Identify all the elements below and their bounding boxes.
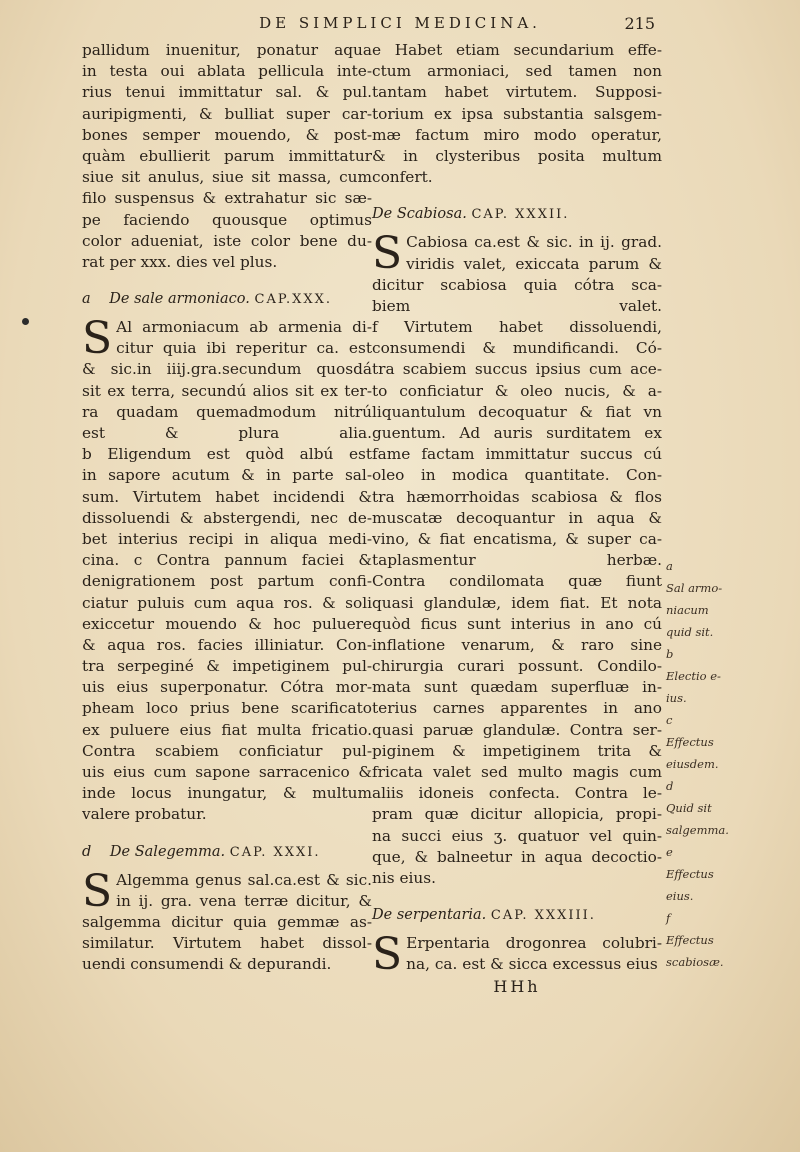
marginal-note: Effectus [666,735,714,749]
text-line: torium ex ipsa substantia salsgem- [372,104,662,123]
text-line: chirurgia curari possunt. Condilo- [372,657,662,676]
text-line: denigrationem post partum confi- [82,572,372,591]
text-line: viridis valet, exiccata parum & [406,254,662,273]
text-line: tra scabiem succus ipsius cum ace- [372,360,662,379]
text-line: citur quia ibi reperitur ca. est [116,339,372,358]
text-line: & in clysteribus posita multum [372,146,662,165]
drop-capital: S [372,929,403,981]
text-line: siue sit anulus, siue sit massa, cum [82,168,372,187]
marginal-note: salgemma. [666,823,729,837]
text-line: mata sunt quædam superfluæ in- [372,678,662,697]
text-line: piginem & impetiginem trita & [372,741,662,760]
text-line: similatur. Virtutem habet dissol- [82,934,372,953]
marginal-note: Sal armo- [666,581,723,595]
text-line: auripigmenti, & bulliat super car- [82,104,372,123]
text-line: nis eius. [372,868,436,887]
left-text-block-c [82,865,372,976]
text-line: tra serpeginé & impetiginem pul- [82,657,372,676]
ink-spot [22,318,29,325]
text-line: pheam loco prius bene scarificato [82,699,372,718]
text-line: vino, & fiat encatisma, & super ca- [372,529,662,548]
text-line: pe faciendo quousque optimus [82,210,372,229]
text-line: bet interius recipi in aliqua medi- [82,529,372,548]
marginal-note: d [666,779,674,793]
text-line: inde locus inungatur, & multum [82,784,372,803]
text-line: Contra condilomata quæ fiunt [372,572,662,591]
marginal-note: eius. [666,889,694,903]
drop-capital: S [82,865,113,917]
chapter-note-letter: a [82,291,91,308]
marginal-note: c [666,713,673,727]
text-line: in sapore acutum & in parte sal- [82,466,372,485]
text-line: guentum. Ad auris surditatem ex [372,424,662,442]
marginal-note: f [666,911,671,925]
right-text-block-c [372,929,662,981]
chapter-title: De sale armoniaco. [109,291,250,308]
text-line: fame factam immittatur succus cú [372,445,662,464]
text-line: uis eius cum sapone sarracenico & [82,763,372,781]
text-line: & aqua ros. facies illiniatur. Con- [82,635,372,654]
text-line: terius carnes apparentes in ano [372,699,662,718]
text-line: ciatur puluis cum aqua ros. & soli [82,593,372,612]
marginal-note: Electio e- [666,669,721,683]
text-line: cina. c Contra pannum faciei & [82,551,372,570]
text-line: Contra scabiem conficiatur pul- [82,741,372,760]
marginal-note: Effectus [666,867,714,881]
text-line: tra hæmorrhoidas scabiosa & flos [372,487,662,506]
text-line: oleo in modica quantitate. Con- [372,466,662,485]
chapter-number: CAP. XXXI. [229,844,321,860]
marginal-note: e [666,845,673,859]
text-line: dicitur scabiosa quia cótra sca- [372,275,662,294]
left-text-block-a [82,40,372,273]
chapter-title: De serpentaria. [372,907,487,924]
text-line: Cabiosa ca.est & sic. in ij. grad. [406,233,662,252]
text-line: taplasmentur herbæ. [372,551,662,570]
text-line: bones semper mouendo, & post- [82,125,372,144]
dropcap-block [372,228,662,889]
text-line: quòd ficus sunt interius in ano cú [372,614,662,633]
text-line: est & plura alia. [82,424,372,442]
running-head: DE SIMPLICI MEDICINA. [259,14,541,32]
text-line: na, ca. est & sicca excessus eius [406,955,658,974]
marginal-note: Quid sit [666,801,712,815]
marginal-note: a [666,559,673,573]
chapter-title: De Scabiosa. [372,206,467,223]
right-text-block-b [372,228,662,889]
text-line: valere probatur. [82,805,207,824]
text-line: confert. [372,168,433,187]
text-line: na succi eius ʒ. quatuor vel quin- [372,826,662,845]
right-column [372,40,662,997]
text-line: mæ factum miro modo operatur, [372,125,662,144]
text-line: uis eius superponatur. Cótra mor- [82,678,372,697]
text-line: consumendi & mundificandi. Có- [372,339,662,358]
chapter-heading-scabiosa [372,196,662,232]
text-line: que, & balneetur in aqua decoctio- [372,847,662,866]
drop-capital: S [372,228,403,280]
marginal-note: eiusdem. [666,757,719,771]
marginal-note: b [666,647,674,661]
dropcap-block [82,313,372,826]
chapter-heading-sal-armoniaco [82,281,372,317]
text-line: liquantulum decoquatur & fiat vn [372,402,662,421]
left-text-block-b [82,313,372,826]
text-line: to conficiatur & oleo nucis, & a- [372,381,662,400]
text-line: in ij. gra. vena terræ dicitur, & [116,891,372,910]
chapter-number: CAP.XXX. [254,292,332,308]
chapter-title: De Salegemma. [109,843,226,860]
dropcap-block [82,865,372,976]
text-line: dissoluendi & abstergendi, nec de- [82,508,372,527]
chapter-number: CAP. XXXII. [471,207,570,223]
text-line: inflatione venarum, & raro sine [372,635,662,654]
text-line: quàm ebullierit parum immittatur [82,146,372,165]
page-number: 215 [624,14,655,33]
text-line: b Eligendum est quòd albú est [82,445,372,464]
text-line: f Virtutem habet dissoluendi, [372,318,662,337]
text-line: biem valet. [372,296,662,315]
text-line: rius tenui immittatur sal. & pul. [82,83,372,102]
text-line: rat per xxx. dies vel plus. [82,252,278,271]
catchword: HHh [493,976,541,996]
marginal-notes [666,560,746,978]
marginal-note: Effectus [666,933,714,947]
marginal-note: ius. [666,691,687,705]
chapter-number: CAP. XXXIII. [490,908,596,924]
text-line: color adueniat, iste color bene du- [82,231,372,250]
text-line: aliis idoneis confecta. Contra le- [372,784,662,803]
text-line: ex puluere eius fiat multa fricatio. [82,720,372,739]
text-line: ra quadam quemadmodum nitrú [82,402,372,421]
text-line: salgemma dicitur quia gemmæ as- [82,912,372,931]
chapter-heading-salegemma [82,834,372,870]
dropcap-block [372,929,662,981]
right-text-block-a [372,40,662,188]
text-line: e Habet etiam secundarium effe- [372,41,662,59]
text-line: sum. Virtutem habet incidendi & [82,487,372,506]
text-line: pallidum inuenitur, ponatur aqua [82,41,372,59]
text-line: Al armoniacum ab armenia di- [116,318,372,337]
text-line: sit ex terra, secundú alios sit ex ter- [82,381,372,400]
text-line: fricata valet sed multo magis cum [372,763,662,781]
text-line: exiccetur mouendo & hoc puluere [82,614,372,633]
marginal-note: scabiosæ. [666,955,724,969]
text-line: ctum armoniaci, sed tamen non [372,62,662,81]
text-line: in testa oui ablata pellicula inte- [82,62,372,81]
text-line: Erpentaria drogonrea colubri- [406,934,662,953]
text-line: muscatæ decoquantur in aqua & [372,508,662,527]
marginal-note: quid sit. [666,625,714,639]
text-line: filo suspensus & extrahatur sic sæ- [82,189,372,208]
chapter-note-letter: d [82,843,92,860]
chapter-heading-serpentaria [372,897,662,933]
left-column [82,40,372,976]
text-line: pram quæ dicitur allopicia, propi- [372,805,662,824]
text-line: quasi glandulæ, idem fiat. Et nota [372,593,662,612]
marginal-note: niacum [666,603,709,617]
text-line: quasi paruæ glandulæ. Contra ser- [372,720,662,739]
text-line: uendi consumendi & depurandi. [82,955,332,974]
text-line: Algemma genus sal.ca.est & sic. [116,870,372,889]
text-line: & sic.in iiij.gra.secundum quosdá [82,360,372,379]
text-line: tantam habet virtutem. Supposi- [372,83,662,102]
drop-capital: S [82,313,113,365]
